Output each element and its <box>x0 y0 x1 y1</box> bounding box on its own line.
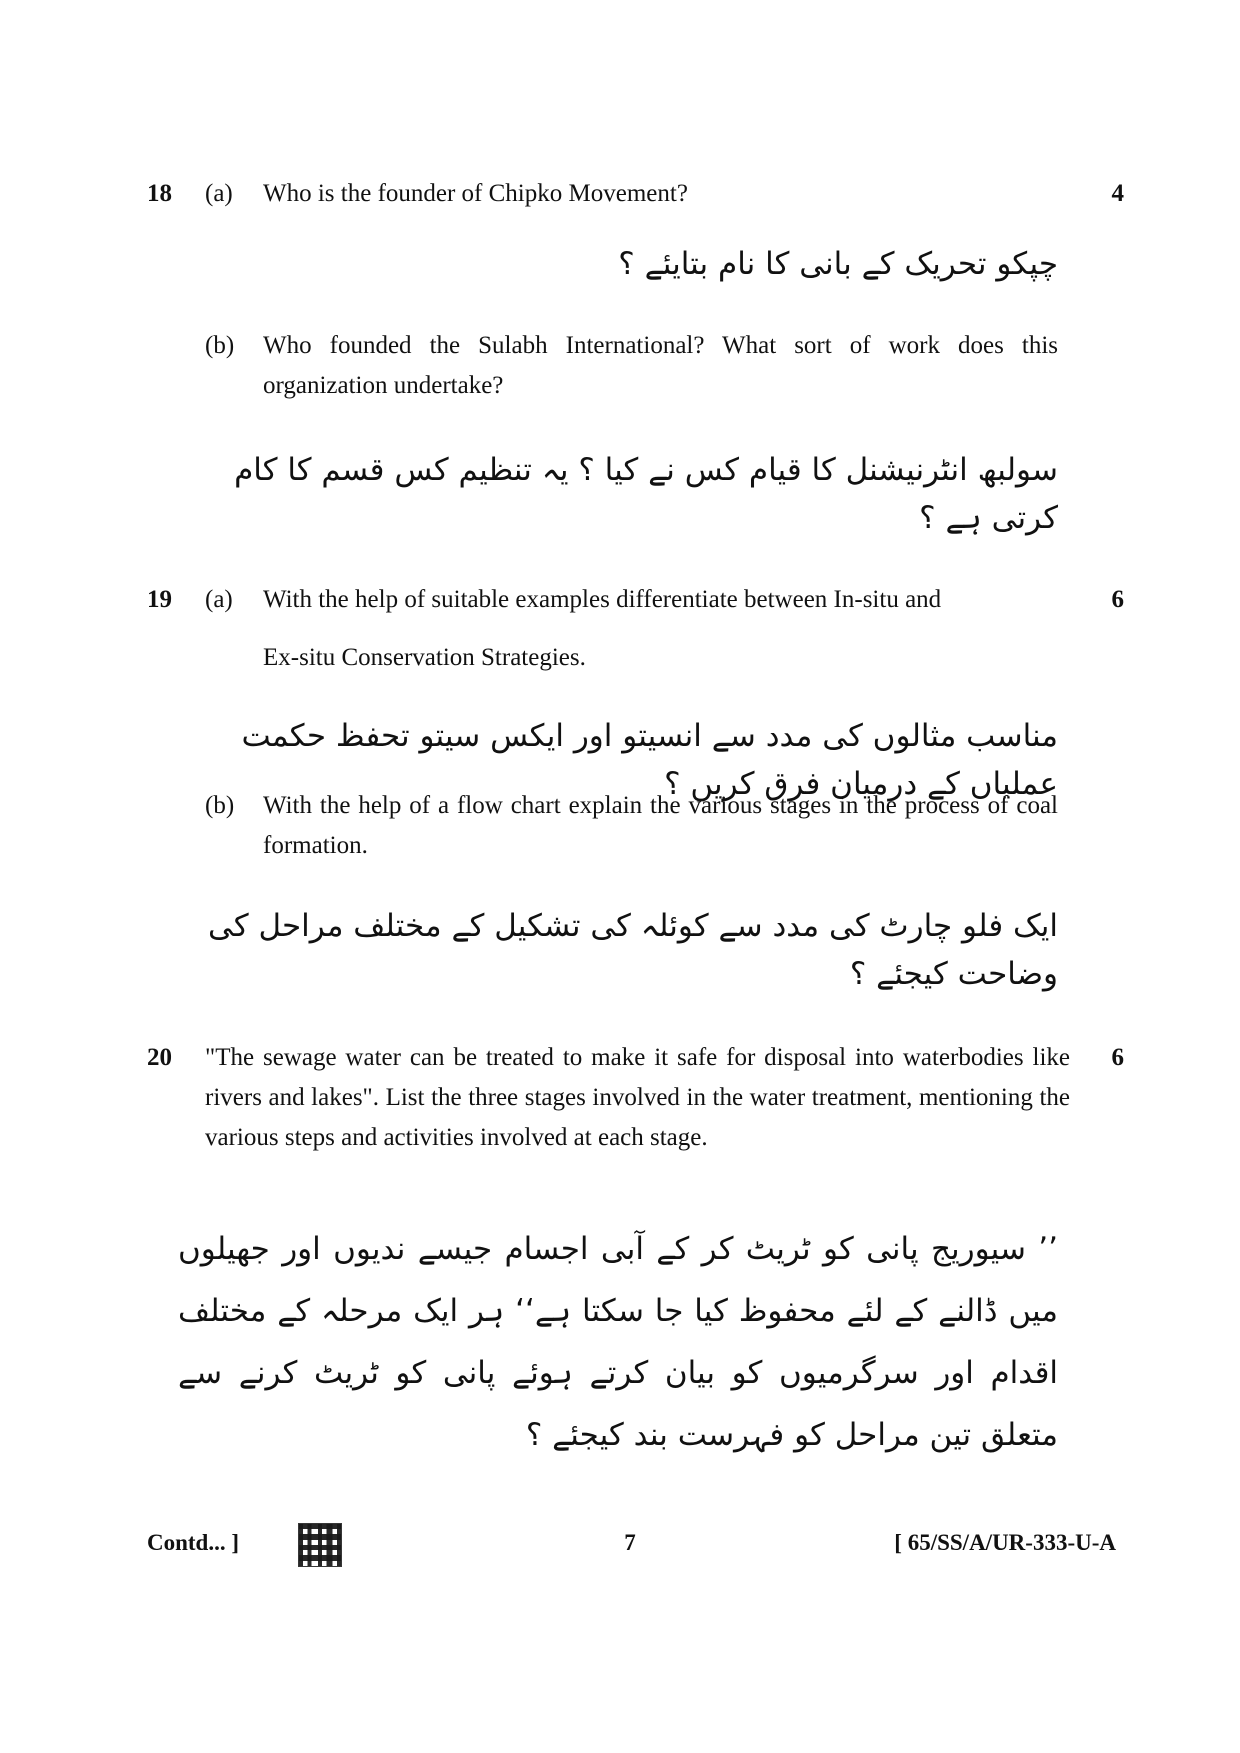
question-18b-urdu: سولبھ انٹرنیشنل کا قیام کس نے کیا ؟ یہ تنظیم کس قسم کا کام کرتی ہے ؟ <box>234 452 1058 536</box>
question-18b-english: Who founded the Sulabh International? What sort of work does this organization undertake? <box>263 332 1058 399</box>
question-20-marks: 6 <box>1111 1044 1124 1071</box>
question-19a-urdu: مناسب مثالوں کی مدد سے انسیتو اور ایکس سیتو تحفظ حکمت عملیاں کے درمیان فرق کریں ؟ <box>241 718 1058 802</box>
question-18b-label: (b) <box>205 332 235 359</box>
question-19-number: 19 <box>147 586 172 613</box>
question-19a-label: (a) <box>205 586 233 613</box>
question-18-number: 18 <box>147 180 172 207</box>
question-20-urdu: ’’ سیوریج پانی کو ٹریٹ کر کے آبی اجسام جیسے ندیوں اور جھیلوں میں ڈالنے کے لئے محفوظ کیا جا سکتا ہے‘‘ ہر ایک مرحلہ کے مختلف اقدام اور سرگرمیوں کو بیان کرتے ہوئے پانی کو ٹریٹ کرنے سے متعلق تین مراحل کو فہرست بند کیجئے ؟ <box>178 1231 1058 1453</box>
question-19a-english-line1: With the help of suitable examples differentiate between In-situ and <box>263 586 942 613</box>
question-20-english: "The sewage water can be treated to make it safe for disposal into waterbodies like rivers and lakes". List the three stages involved in the water treatment, mentioning the various steps and activities involved at each stage. <box>205 1044 1070 1151</box>
question-18-marks: 4 <box>1111 180 1124 207</box>
question-19a-english-line2: Ex-situ Conservation Strategies. <box>263 644 586 671</box>
question-19b-label: (b) <box>205 792 235 819</box>
question-18a-label: (a) <box>205 180 233 207</box>
question-19b-urdu: ایک فلو چارٹ کی مدد سے کوئلہ کی تشکیل کے مختلف مراحل کی وضاحت کیجئے ؟ <box>208 908 1058 992</box>
contd-label: Contd... ] <box>147 1530 240 1555</box>
question-19-marks: 6 <box>1111 586 1124 613</box>
qr-code-icon <box>298 1523 342 1567</box>
question-20-number: 20 <box>147 1044 172 1071</box>
page-number: 7 <box>624 1530 636 1555</box>
question-18a-urdu: چپکو تحریک کے بانی کا نام بتایئے ؟ <box>618 246 1058 282</box>
question-19b-english: With the help of a flow chart explain the various stages in the process of coal formation. <box>263 792 1058 859</box>
paper-code: [ 65/SS/A/UR-333-U-A <box>894 1530 1116 1555</box>
question-18a-english: Who is the founder of Chipko Movement? <box>263 180 688 207</box>
